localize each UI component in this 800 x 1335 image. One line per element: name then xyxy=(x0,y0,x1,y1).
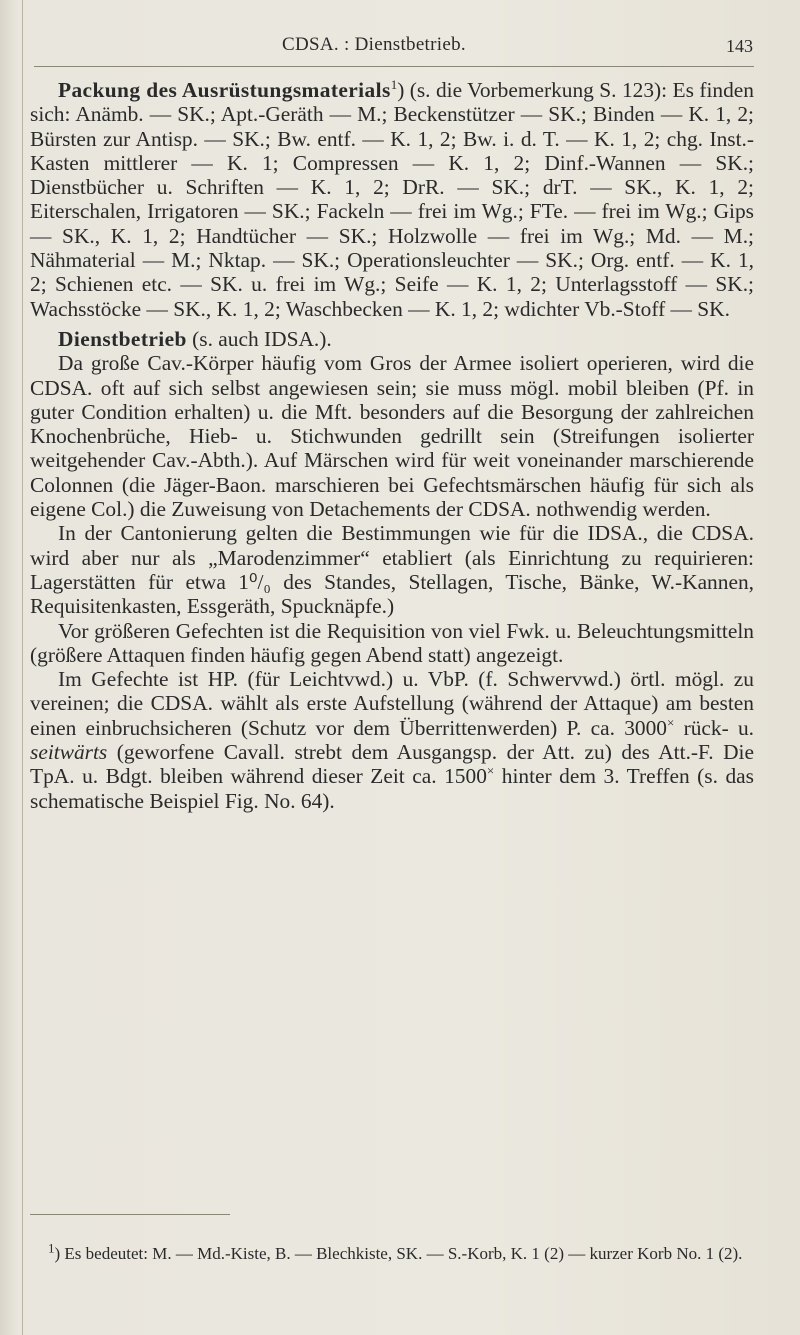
page-body xyxy=(30,78,754,813)
section-heading-dienstbetrieb: Dienstbetrieb xyxy=(58,326,187,351)
section-heading-packung: Packung des Ausrüstungsmaterials xyxy=(58,78,391,102)
paragraph-dienst-1: Da große Cav.-Körper häufig vom Gros der Armee isoliert operieren, wird die CDSA. oft auf sich selbst angewiesen sein; sie muss mögl. mobil bleiben (Pf. in guter Condition erhalten) u. die Mft. besonders auf die Besorgung der zahlreichen Knochenbrüche, Hieb- u. Stichwunden gedrillt sein (Streifungen isolierter weitgehender Cav.-Abth.). Auf Märschen wird für weit voneinander marschierende Colonnen (die Jäger-Baon. marschieren bei Gefechtsmärschen häufig für sich als eigene Col.) die Zuweisung von Detachements der CDSA. nothwendig werden. xyxy=(30,351,754,522)
paragraph-4-part-4: hinter dem 3. Treffen (s. das schematische Beispiel Fig. No. 64). xyxy=(30,764,754,813)
footnote-text: ) Es bedeutet: M. — Md.-Kiste, B. — Blechkiste, SK. — S.-Korb, K. 1 (2) — kurzer Korb No. 1 (2). xyxy=(54,1244,743,1263)
emphasis-seitwaerts: seitwärts xyxy=(30,740,108,765)
paragraph-packung xyxy=(30,78,754,321)
page-number: 143 xyxy=(726,36,753,56)
step-mark: × xyxy=(667,714,675,730)
paragraph-dienst-heading xyxy=(30,327,754,351)
page-binding-edge xyxy=(22,0,23,1335)
paragraph-4-part-2: rück- u. xyxy=(674,715,754,740)
footnote-reference: 1 xyxy=(390,76,398,92)
paragraph-dienst-4 xyxy=(30,667,754,813)
packung-text: ) (s. die Vorbemerkung S. 123): Es finden sich: Anämb. — SK.; Apt.-Geräth — M.; Beckenstützer — SK.; Binden — K. 1, 2; Bürsten zur Antisp. — SK.; Bw. entf. — K. 1, 2; Bw. i. d. T. — K. 1, 2; chg. Inst.-Kasten mittlerer — K. 1; Compressen — K. 1, 2; Dinf.-Wannen — SK.; Dienstbücher u. Schriften — K. 1, 2; DrR. — SK.; drT. — SK., K. 1, 2; Eiterschalen, Irrigatoren — SK.; Fackeln — frei im Wg.; FTe. — frei im Wg.; Gips — SK., K. 1, 2; Handtücher — SK.; Holzwolle — frei im Wg.; Md. — M.; Nähmaterial — M.; Nktap. — SK.; Operationsleuchter — SK.; Org. entf. — K. 1, 2; Schienen etc. — SK. u. frei im Wg.; Seife — K. 1, 2; Unterlagsstoff — SK.; Wachsstöcke — SK., K. 1, 2; Waschbecken — K. 1, 2; wdichter Vb.-Stoff — SK. xyxy=(30,78,754,321)
paragraph-4-part-1: Im Gefechte ist HP. (für Leichtvwd.) u. VbP. (f. Schwervwd.) örtl. mögl. zu vereinen; die CDSA. wählt als erste Aufstellung (während der Attaque) am besten einen einbruchsicheren (Schutz vor dem Überrittenwerden) P. ca. 3000 xyxy=(30,667,754,740)
page-header xyxy=(0,26,800,66)
footnote-mark: 1 xyxy=(48,1240,55,1256)
step-mark: × xyxy=(486,763,495,779)
footnote xyxy=(30,1240,754,1264)
section-heading-suffix: (s. auch IDSA.). xyxy=(186,326,332,351)
running-title: CDSA. : Dienstbetrieb. xyxy=(282,34,466,55)
paragraph-dienst-3: Vor größeren Gefechten ist die Requisition von viel Fwk. u. Beleuchtungsmitteln (größere Attaquen finden häufig gegen Abend statt) angezeigt. xyxy=(30,618,754,667)
paragraph-4-part-3: (geworfene Cavall. strebt dem Ausgangsp. der Att. zu) des Att.-F. Die TpA. u. Bdgt. bleiben während dieser Zeit ca. 1500 xyxy=(30,740,754,789)
paragraph-dienst-2: In der Cantonierung gelten die Bestimmungen wie für die IDSA., die CDSA. wird aber nur als „Marodenzimmer“ etabliert (als Einrichtung zu requirieren: Lagerstätten für etwa 1⁰/₀ des Standes, Stellagen, Tische, Bänke, W.-Kannen, Requisitenkasten, Essgeräth, Spucknäpfe.) xyxy=(30,521,754,619)
footnote-rule xyxy=(30,1214,230,1215)
header-rule xyxy=(34,66,754,67)
